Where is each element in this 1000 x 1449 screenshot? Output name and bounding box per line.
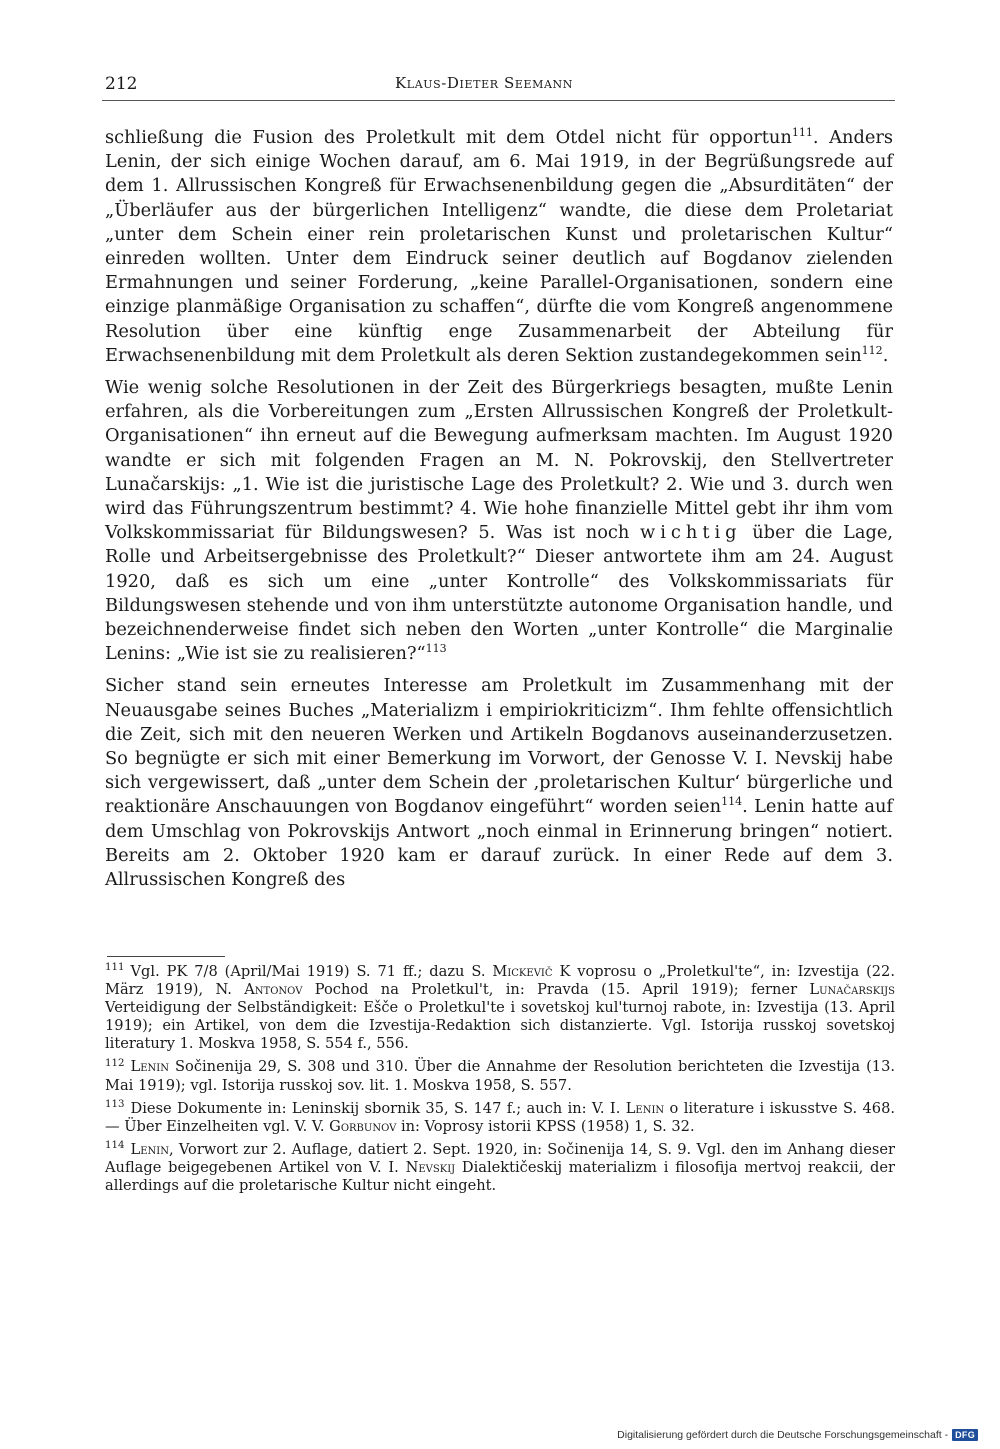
author-name: Nevskij bbox=[405, 1158, 456, 1176]
footnote-number: 112 bbox=[105, 1057, 125, 1069]
text: K voprosu o „Proletkul'te“, in: Izvestija (22. März 1919), N. bbox=[105, 963, 895, 999]
footnote-ref-112[interactable]: 112 bbox=[861, 343, 883, 357]
footnote-separator bbox=[107, 956, 225, 957]
page-number: 212 bbox=[105, 74, 138, 94]
text: Diese Dokumente in: Leninskij sbornik 35, S. 147 f.; auch in: V. I. bbox=[130, 1099, 621, 1117]
footnote-112 bbox=[105, 1058, 895, 1094]
text: in: Voprosy istorii KPSS (1958) 1, S. 32. bbox=[400, 1117, 695, 1135]
footnote-111 bbox=[105, 963, 895, 1053]
text: Verteidigung der Selbständigkeit: Ešče o Proletkul'te i sovetskoj kul'turnoj rabote, in: Izvestija (13. April 1919); ein Artikel, von dem die Izvestija-Redaktion sich distanzierte. Vgl. Istorija russkoj sovetskoj literatury 1. Moskva 1958, S. 554 f., 556. bbox=[105, 999, 895, 1053]
text: . bbox=[882, 344, 889, 366]
text: Wie wenig solche Resolutionen in der Zeit des Bürgerkriegs besagten, mußte Lenin erfahren, als die Vorbereitungen zum „Ersten Allrussischen Kongreß der Proletkult-Organisationen“ ihn erneut auf die Bewegung aufmerksam machten. Im August 1920 wandte er sich mit folgenden Fragen an M. N. Pokrovskij, den Stellvertreter Lunačarskijs: „1. Wie ist die juristische Lage des Proletkult? 2. Wie und 3. durch wen wird das Führungszentrum bestimmt? 4. Wie hohe finanzielle Mittel gebt ihr ihm vom Volkskommissariat für Bildungswesen? 5. Was ist noch bbox=[105, 377, 893, 544]
footnote-number: 111 bbox=[105, 962, 125, 974]
text: über die Lage, Rolle und Arbeitsergebnisse des Proletkult?“ Dieser antwortete ihm am 24. August 1920, daß es sich um eine „unter Kontrolle“ des Volkskommissariats für Bildungswesen stehende und von ihm unterstützte autonome Organisation handle, und bezeichnenderweise findet sich neben den Worten „unter Kontrolle“ die Marginalie Lenins: „Wie ist sie zu realisieren?“ bbox=[105, 522, 893, 665]
text: o literature i iskusstve S. 468. — Über Einzelheiten vgl. V. V. bbox=[105, 1099, 895, 1135]
text: . Anders Lenin, der sich einige Wochen darauf, am 6. Mai 1919, in der Begrüßungsrede auf dem 1. Allrussischen Kongreß für Erwachsenenbildung gegen die „Absurditäten“ der „Überläufer aus der bürgerlichen Intelligenz“ wandte, die diese dem Proletariat „unter dem Schein einer rein proletarischen Kunst und proletarischen Kultur“ einreden wollten. Unter dem Eindruck seiner deutlich auf Bogdanov zielenden Ermahnungen und seiner Forderung, „keine Parallel-Organisationen, sondern eine einzige planmäßige Organisation zu schaffen“, dürfte die vom Kongreß angenommene Resolution über eine künftig enge Zusammenarbeit der Abteilung für Erwachsenenbildung mit dem Proletkult als deren Sektion zustandegekommen sein bbox=[105, 127, 893, 366]
footnote-114 bbox=[105, 1141, 895, 1195]
author-name: Antonov bbox=[244, 981, 303, 999]
author-name: Gorbunov bbox=[329, 1117, 397, 1135]
author-name: Lunačarskijs bbox=[809, 981, 896, 999]
author-name: Lenin bbox=[130, 1140, 169, 1158]
text: Pochod na Proletkul't, in: Pravda (15. April 1919); ferner bbox=[314, 981, 798, 999]
paragraph-2 bbox=[105, 376, 893, 666]
footnotes bbox=[105, 963, 895, 1200]
author-name: Lenin bbox=[625, 1099, 665, 1117]
paragraph-3 bbox=[105, 674, 893, 892]
footnote-ref-114[interactable]: 114 bbox=[721, 795, 743, 809]
text: , Vorwort zur 2. Auflage, datiert 2. Sept. 1920, in: Sočinenija 14, S. 9. Vgl. den im Anhang dieser Auflage beigegebenen Artikel von V. I. bbox=[105, 1140, 895, 1176]
running-head: Klaus-Dieter Seemann bbox=[395, 74, 573, 92]
text: Sočinenija 29, S. 308 und 310. Über die Annahme der Resolution berichteten die Izvestija (13. Mai 1919); vgl. Istorija russkoj sov. lit. 1. Moskva 1958, S. 557. bbox=[105, 1058, 896, 1094]
text: Vgl. PK 7/8 (April/Mai 1919) S. 71 ff.; dazu S. bbox=[130, 963, 486, 980]
text: . Lenin hatte auf dem Umschlag von Pokrovskijs Antwort „noch einmal in Erinnerung bringen“ notiert. Bereits am 2. Oktober 1920 kam er darauf zurück. In einer Rede auf dem 3. Allrussischen Kongreß des bbox=[105, 796, 893, 891]
dfg-logo-icon: DFG bbox=[952, 1429, 978, 1441]
author-name: Mickevič bbox=[492, 963, 553, 980]
footnote-ref-111[interactable]: 111 bbox=[791, 126, 813, 140]
banner-text: Digitalisierung gefördert durch die Deutsche Forschungsgemeinschaft - bbox=[617, 1429, 949, 1441]
emphasis-spaced: wichtig bbox=[640, 522, 742, 544]
digitization-banner bbox=[617, 1429, 978, 1441]
text: schließung die Fusion des Proletkult mit dem Otdel nicht für opportun bbox=[105, 127, 792, 148]
paragraph-1 bbox=[105, 126, 893, 368]
body-text bbox=[105, 126, 893, 900]
footnote-number: 113 bbox=[105, 1098, 125, 1110]
text: Dialektičeskij materializm i filosofija mertvoj reakcii, der allerdings auf die proletarische Kultur nicht eingeht. bbox=[105, 1158, 896, 1195]
footnote-ref-113[interactable]: 113 bbox=[425, 642, 447, 656]
header-rule bbox=[102, 100, 895, 101]
text: Sicher stand sein erneutes Interesse am Proletkult im Zusammenhang mit der Neuausgabe seines Buches „Materializm i empiriokriticizm“. Ihm fehlte offensichtlich die Zeit, sich mit den neueren Werken und Artikeln Bogdanovs auseinanderzusetzen. So begnügte er sich mit einer Bemerkung im Vorwort, der Genosse V. I. Nevskij habe sich vergewissert, daß „unter dem Schein der ‚proletarischen Kultur‘ bürgerliche und reaktionäre Anschauungen von Bogdanov eingeführt“ worden seien bbox=[105, 675, 893, 818]
footnote-113 bbox=[105, 1100, 895, 1136]
author-name: Lenin bbox=[130, 1058, 169, 1076]
footnote-number: 114 bbox=[105, 1139, 125, 1151]
